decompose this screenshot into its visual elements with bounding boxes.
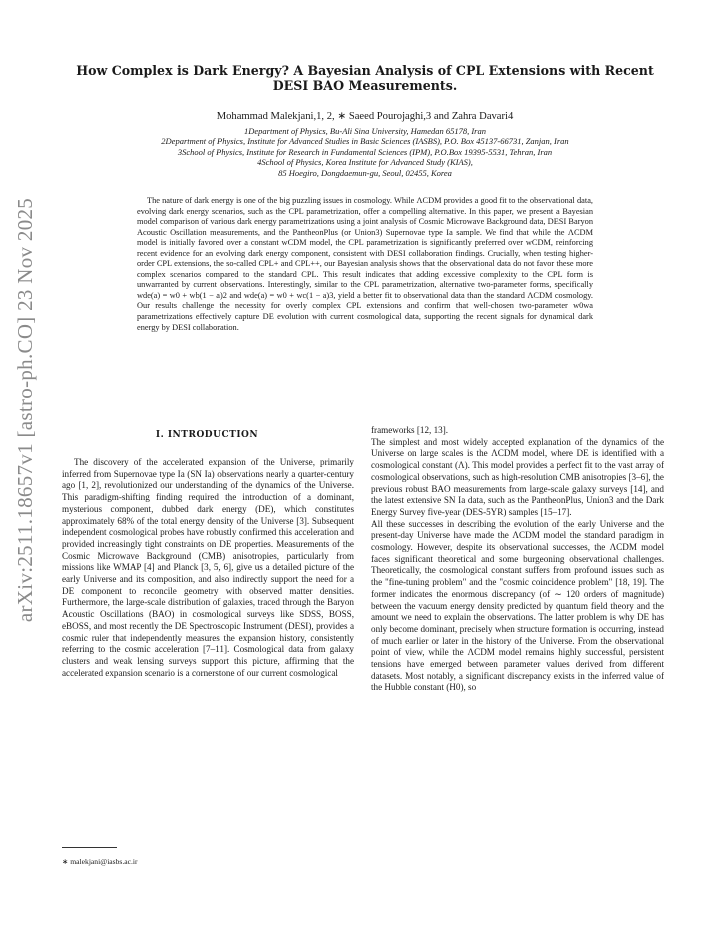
intro-right-column	[371, 425, 664, 694]
affiliation-2: 2Department of Physics, Institute for Advanced Studies in Basic Sciences (IASBS), P.O. Box 45137-66731, Zanjan, Iran	[161, 136, 569, 147]
abstract: The nature of dark energy is one of the big puzzling issues in cosmology. While ΛCDM provides a good fit to the observational data, evolving dark energy scenarios, such as the CPL parametrization, offer a compelling alternative. In this paper, we present a Bayesian model comparison of various dark energy parametrizations using a joint analysis of Cosmic Microwave Background data, DESI Baryon Acoustic Oscillation measurements, and the PantheonPlus (or Union3) Supernovae type Ia sample. We find that while the ΛCDM model is initially favored over a constant wCDM model, the CPL parametrization is significantly preferred over wCDM, reinforcing recent evidence for an evolving dark energy component, consistent with DESI collaboration findings. Crucially, when testing higher-order CPL extensions, the so-called CPL+ and CPL++, our Bayesian analysis shows that the observational data do not favor these more complex scenarios compared to the standard CPL. This result indicates that adding excessive complexity to the CPL form is unwarranted by current observations. Interestingly, similar to the CPL parametrization, alternative two-parameter forms, specifically wde(a) = w0 + wb(1 − a)2 and wde(a) = w0 + wc(1 − a)3, yield a better fit to observational data than the standard ΛCDM cosmology. Our results challenge the necessity for overly complex CPL extensions and confirm that well-chosen two-parameter w0wa parametrizations effectively capture DE evolution with current cosmological data, supporting the recent signals for dynamical dark energy by DESI collaboration.	[137, 196, 593, 332]
intro-paragraph-3: All these successes in describing the evolution of the early Universe and the present-day Universe have made the ΛCDM model the standard paradigm in cosmology. However, despite its observational successes, the ΛCDM model faces significant theoretical and some burgeoning observational challenges. Theoretically, the cosmological constant suffers from profound issues such as the "fine-tuning problem" and the "cosmic coincidence problem" [18, 19]. The former indicates the enormous discrepancy (of ∼ 120 orders of magnitude) between the vacuum energy density predicted by quantum field theory and the amount we need to explain the observations. The latter problem is why DE has only become dominant, precisely when structure formation is occurring, instead of much earlier or later in the history of the Universe. From the observational point of view, while the ΛCDM model remains highly successful, persistent tensions have emerged between parameter values derived from different datasets. Most notably, a significant discrepancy exists in the inferred value of the Hubble constant (H0), so	[371, 518, 664, 693]
intro-left-column	[62, 457, 354, 679]
arxiv-identifier: arXiv:2511.18657v1 [astro-ph.CO] 23 Nov 2025	[13, 197, 37, 623]
affiliation-3: 3School of Physics, Institute for Research in Fundamental Sciences (IPM), P.O.Box 19395-5531, Tehran, Iran	[177, 146, 553, 157]
paper-title: How Complex is Dark Energy? A Bayesian Analysis of CPL Extensions with Recent DESI BAO Measurements.	[76, 63, 654, 93]
affiliation-1: 1Department of Physics, Bu-Ali Sina University, Hamedan 65178, Iran	[244, 126, 486, 136]
intro-paragraph-2: The simplest and most widely accepted explanation of the dynamics of the Universe on large scales is the ΛCDM model, where DE is identified with a cosmological constant (Λ). This model provides a perfect fit to the vast array of cosmological observations, such as high-resolution CMB anisotropies [3–6], the previous robust BAO measurements from large-scale galaxy surveys [14], and the latest extensive SN Ia data, such as the PantheonPlus, Union3 and the Dark Energy Survey five-year (DES-5YR) samples [15–17].	[371, 436, 664, 517]
footnote-email: ∗ malekjani@iasbs.ac.ir	[62, 857, 138, 866]
affiliations	[40, 126, 690, 178]
intro-paragraph-1: The discovery of the accelerated expansion of the Universe, primarily inferred from Supernovae type Ia (SN Ia) observations nearly a quarter-century ago [1, 2], revolutionized our understanding of the dynamics of the Universe. This paradigm-shifting finding required the introduction of a dominant, mysterious component, dubbed dark energy (DE), which constitutes approximately 68% of the total energy density of the Universe [3]. Subsequent independent cosmological probes have robustly confirmed this acceleration and provided increasingly tight constraints on DE properties. Measurements of the Cosmic Microwave Background (CMB) anisotropies, particularly from missions like WMAP [4] and Planck [3, 5, 6], give us a detailed picture of the early Universe and its composition, and also indirectly support the need for a DE component to reconcile geometry with observed matter densities. Furthermore, the large-scale distribution of galaxies, traced through the Baryon Acoustic Oscillations (BAO) in cosmological surveys like SDSS, BOSS, eBOSS, and most recently the DE Spectroscopic Instrument (DESI), provides a cosmic ruler that independently measures the expansion history, consistently referring to the cosmic acceleration [7–11]. Cosmological data from galaxy clusters and weak lensing surveys support this picture, affirming that the accelerated expansion scenario is a cornerstone of our current cosmological	[62, 457, 354, 678]
affiliation-4-address: 85 Hoegiro, Dongdaemun-gu, Seoul, 02455, Korea	[278, 167, 452, 178]
intro-paragraph-continuation: frameworks [12, 13].	[371, 425, 449, 435]
affiliation-4: 4School of Physics, Korea Institute for Advanced Study (KIAS),	[257, 157, 473, 168]
section-heading: I. INTRODUCTION	[155, 430, 259, 440]
author-list: Mohammad Malekjani,1, 2, ∗ Saeed Pourojaghi,3 and Zahra Davari4	[216, 111, 514, 122]
footnote-rule	[62, 847, 117, 848]
